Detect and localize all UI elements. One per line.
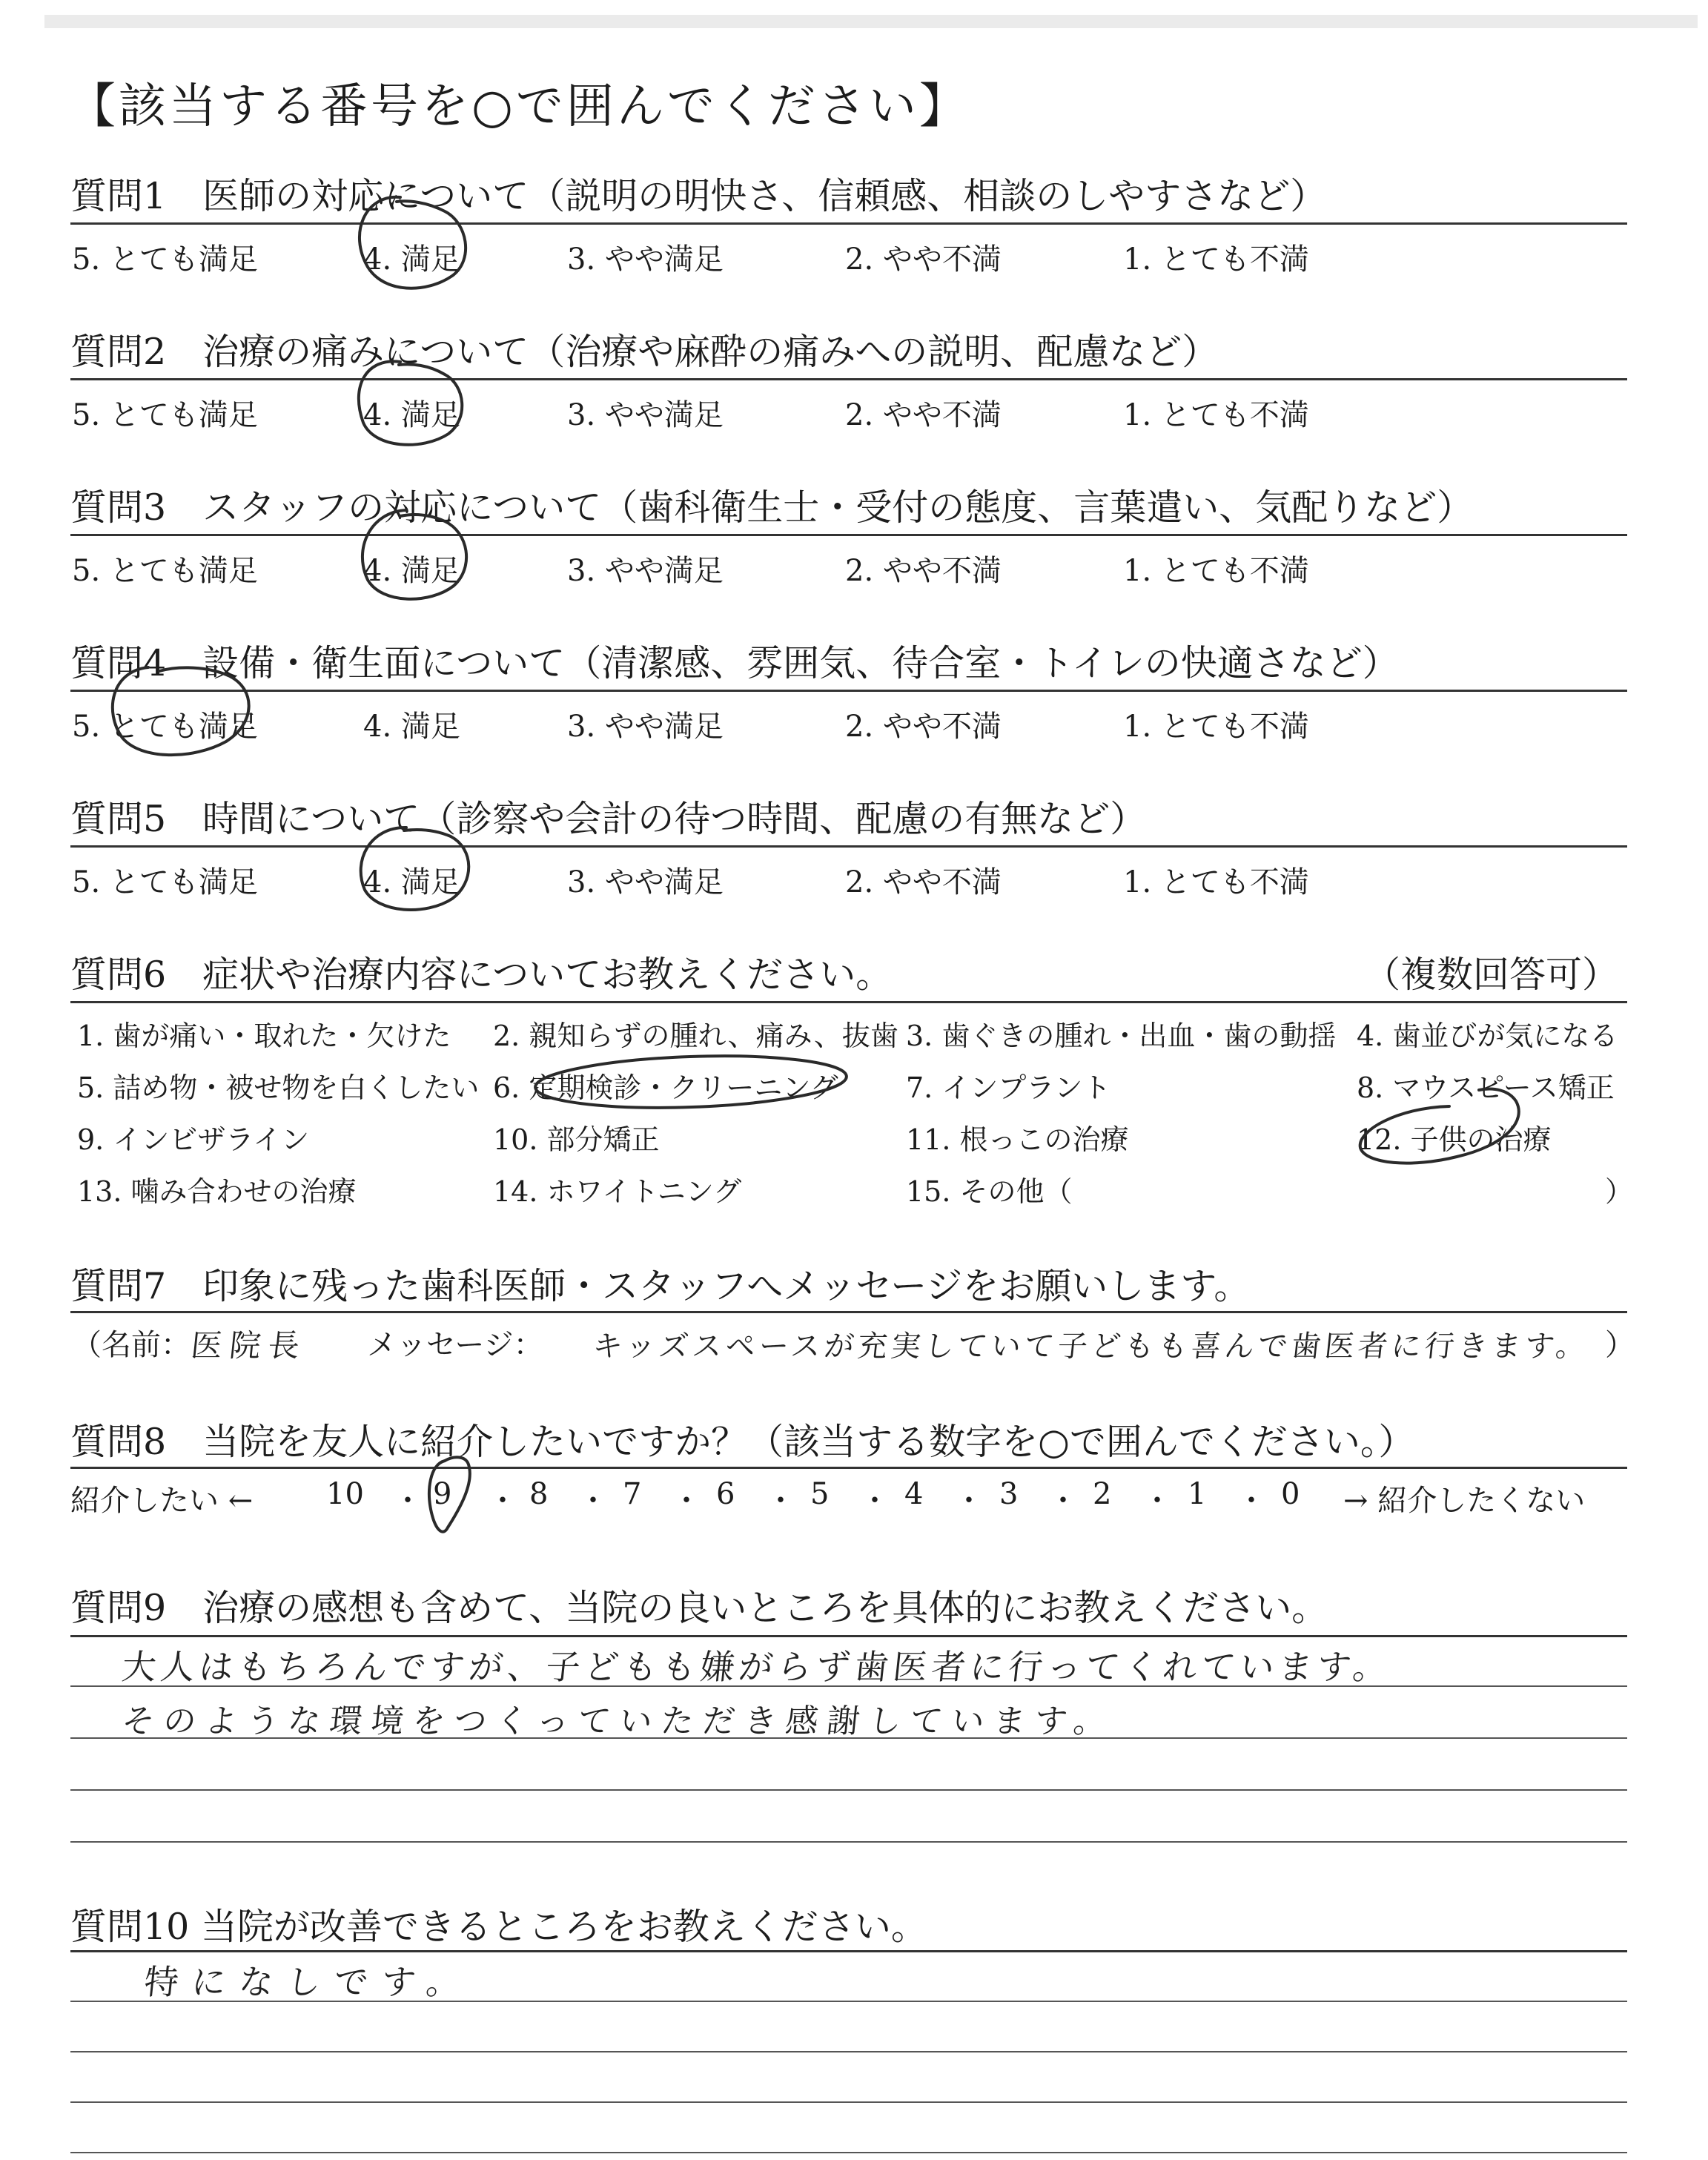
q8-score-5[interactable]: 5 [810,1477,830,1511]
q7-close-paren: ） [1605,1328,1635,1362]
q10-handwritten-line-1[interactable]: 特になしです。 [142,1962,476,2002]
q2-option-3[interactable]: 3. やや満足 [567,398,724,432]
q3-option-4[interactable]: 4. 満足 [363,554,460,588]
rule [70,222,1627,225]
q7-handwritten-name[interactable]: 医院長 [189,1327,309,1364]
q6-option-9[interactable]: 9. インビザライン [77,1123,310,1156]
rule [70,1467,1627,1469]
q5-option-2[interactable]: 2. やや不満 [845,865,1002,899]
q8-dot: ・ [393,1484,423,1518]
writing-line [70,2101,1627,2103]
q8-right-label: → 紹介したくない [1343,1484,1586,1518]
q8-score-1[interactable]: 1 [1188,1477,1207,1511]
question-10-title: 質問10 当院が改善できるところをお教えください。 [70,1906,927,1948]
q8-dot: ・ [488,1484,517,1518]
rule [70,1950,1627,1952]
writing-line [70,2001,1627,2002]
q6-option-11[interactable]: 11. 根っこの治療 [906,1123,1129,1156]
q2-option-2[interactable]: 2. やや不満 [845,398,1002,432]
q6-option-3[interactable]: 3. 歯ぐきの腫れ・出血・歯の動揺 [906,1020,1337,1052]
question-7-title: 質問7 印象に残った歯科医師・スタッフへメッセージをお願いします。 [70,1265,1251,1307]
q6-option-14[interactable]: 14. ホワイトニング [493,1175,742,1208]
q6-option-15[interactable]: 15. その他（ [906,1175,1073,1208]
q8-dot: ・ [766,1484,795,1518]
q8-score-7[interactable]: 7 [623,1477,642,1511]
q7-name-label: （名前： [72,1328,191,1362]
q6-option-8[interactable]: 8. マウスピース矯正 [1357,1071,1615,1104]
q8-left-label: 紹介したい ← [70,1484,254,1518]
q8-dot: ・ [672,1484,701,1518]
question-4-title: 質問4 設備・衛生面について（清潔感、雰囲気、待合室・トイレの快適さなど） [70,642,1399,684]
q8-dot: ・ [1142,1484,1172,1518]
q8-dot: ・ [860,1484,890,1518]
q2-option-1[interactable]: 1. とても不満 [1123,398,1309,432]
q8-dot: ・ [954,1484,984,1518]
writing-line [70,1685,1627,1687]
question-6-title: 質問6 症状や治療内容についてお教えください。 [70,954,893,996]
q8-score-4[interactable]: 4 [904,1477,924,1511]
q3-option-2[interactable]: 2. やや不満 [845,554,1002,588]
q1-option-1[interactable]: 1. とても不満 [1123,242,1309,277]
q3-option-5[interactable]: 5. とても満足 [72,554,258,588]
q8-dot: ・ [578,1484,608,1518]
q6-option-10[interactable]: 10. 部分矯正 [493,1123,660,1156]
writing-line [70,1841,1627,1843]
scan-top-edge [44,15,1698,28]
q8-score-10[interactable]: 10 [326,1477,364,1511]
q1-option-5[interactable]: 5. とても満足 [72,242,258,277]
instruction-header: 【該当する番号を○で囲んでください】 [68,79,970,134]
q5-option-1[interactable]: 1. とても不満 [1123,865,1309,899]
q1-option-3[interactable]: 3. やや満足 [567,242,724,277]
q8-dot: ・ [1237,1484,1266,1518]
q2-option-5[interactable]: 5. とても満足 [72,398,258,432]
q9-handwritten-line-2[interactable]: そのような環境をつくっていただき感謝しています。 [119,1702,1117,1740]
q6-option-7[interactable]: 7. インプラント [906,1071,1111,1104]
writing-line [70,1737,1627,1739]
q5-option-3[interactable]: 3. やや満足 [567,865,724,899]
writing-line [70,2051,1627,2052]
q4-option-5[interactable]: 5. とても満足 [72,710,258,744]
q5-option-5[interactable]: 5. とても満足 [72,865,258,899]
q4-option-4[interactable]: 4. 満足 [363,710,460,744]
q6-option-5[interactable]: 5. 詰め物・被せ物を白くしたい [77,1071,480,1104]
rule [70,1635,1627,1637]
rule [70,378,1627,380]
q6-option-2[interactable]: 2. 親知らずの腫れ、痛み、抜歯 [493,1020,898,1052]
q2-option-4[interactable]: 4. 満足 [363,398,460,432]
q9-handwritten-line-1[interactable]: 大人はもちろんですが、子どもも嫌がらず歯医者に行ってくれています。 [119,1647,1394,1687]
writing-line [70,2152,1627,2153]
rule [70,845,1627,848]
question-1-title: 質問1 医師の対応について（説明の明快さ、信頼感、相談のしやすさなど） [70,175,1327,217]
rule [70,1001,1627,1003]
q1-option-2[interactable]: 2. やや不満 [845,242,1002,277]
q8-score-2[interactable]: 2 [1093,1477,1112,1511]
rule [70,1311,1627,1313]
question-3-title: 質問3 スタッフの対応について（歯科衛生士・受付の態度、言葉遣い、気配りなど） [70,486,1474,529]
question-8-title: 質問8 当院を友人に紹介したいですか？（該当する数字を○で囲んでください。） [70,1421,1415,1463]
q6-option-12[interactable]: 12. 子供の治療 [1357,1123,1552,1156]
question-9-title: 質問9 治療の感想も含めて、当院の良いところを具体的にお教えください。 [70,1587,1328,1629]
multiple-answers-note: （複数回答可） [1364,954,1619,996]
q7-message-label: メッセージ： [367,1328,543,1362]
question-2-title: 質問2 治療の痛みについて（治療や麻酔の痛みへの説明、配慮など） [70,331,1219,373]
q6-option-6[interactable]: 6. 定期検診・クリーニング [493,1071,838,1104]
q3-option-3[interactable]: 3. やや満足 [567,554,724,588]
q1-option-4[interactable]: 4. 満足 [363,242,460,277]
rule [70,690,1627,692]
q8-score-0[interactable]: 0 [1281,1477,1300,1511]
q8-score-9[interactable]: 9 [433,1477,452,1511]
q8-score-8[interactable]: 8 [529,1477,549,1511]
q8-dot: ・ [1048,1484,1078,1518]
q4-option-1[interactable]: 1. とても不満 [1123,710,1309,744]
rule [70,534,1627,536]
q8-score-6[interactable]: 6 [716,1477,735,1511]
q6-option-1[interactable]: 1. 歯が痛い・取れた・欠けた [77,1020,451,1052]
q4-option-2[interactable]: 2. やや不満 [845,710,1002,744]
question-5-title: 質問5 時間について（診察や会計の待つ時間、配慮の有無など） [70,798,1147,840]
q7-handwritten-message[interactable]: キッズスペースが充実していて子どもも喜んで歯医者に行きます。 [591,1330,1592,1364]
q8-score-3[interactable]: 3 [999,1477,1019,1511]
q6-other-close: ） [1605,1175,1634,1208]
q6-option-13[interactable]: 13. 噛み合わせの治療 [77,1175,357,1208]
q6-option-4[interactable]: 4. 歯並びが気になる [1357,1020,1618,1052]
q4-option-3[interactable]: 3. やや満足 [567,710,724,744]
q5-option-4[interactable]: 4. 満足 [363,865,460,899]
q3-option-1[interactable]: 1. とても不満 [1123,554,1309,588]
writing-line [70,1789,1627,1791]
